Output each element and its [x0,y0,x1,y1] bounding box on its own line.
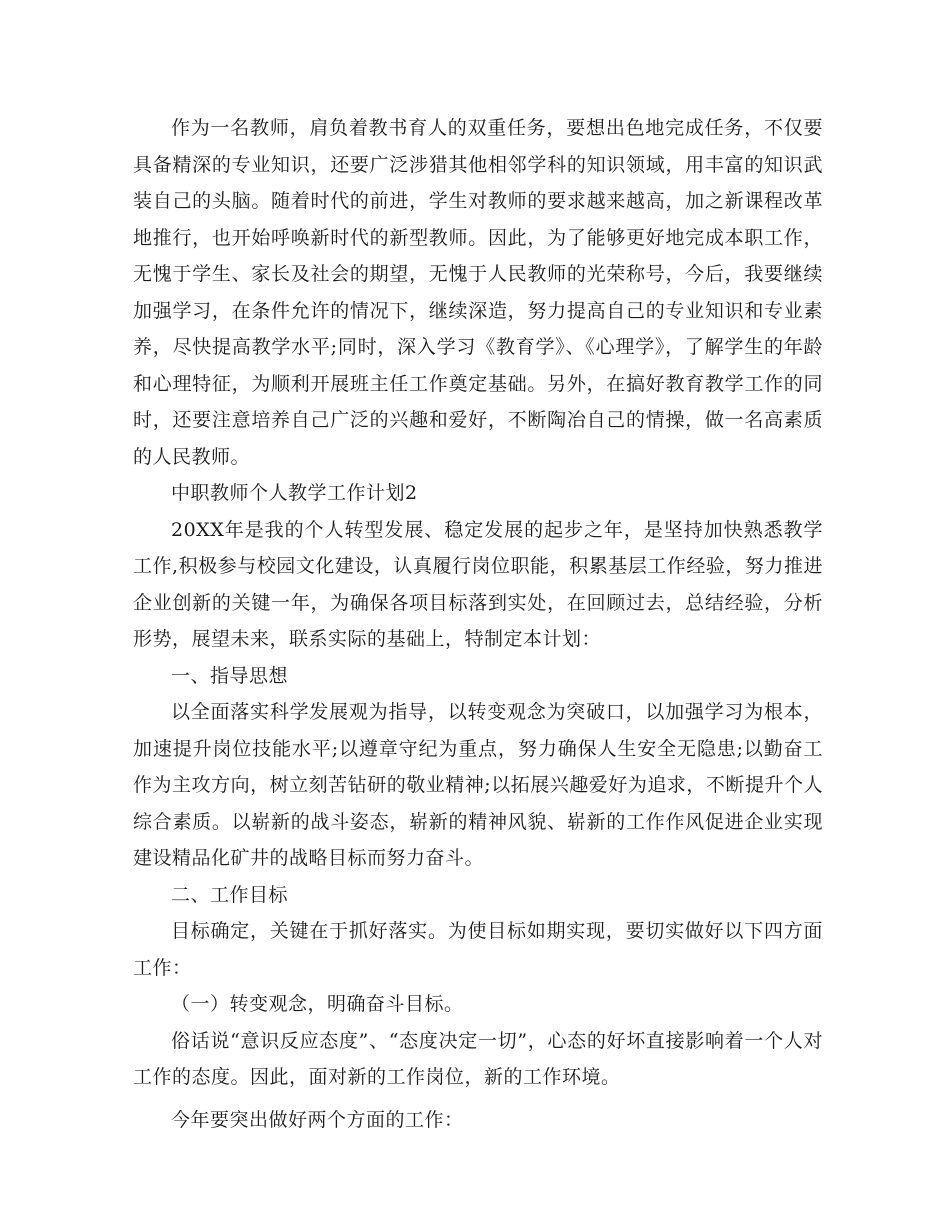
paragraph-guiding-thought: 以全面落实科学发展观为指导，以转变观念为突破口，以加强学习为根本，加速提升岗位技能水平;以遵章守纪为重点，努力确保人生安全无隐患;以勤奋工作为主攻方向，树立刻苦钻研的敬业精神;以拓展兴趣爱好为追求，不断提升个人综合素质。以崭新的战斗姿态，崭新的精神风貌、崭新的工作作风促进企业实现建设精品化矿井的战略目标而努力奋斗。 [133,701,823,869]
paragraph-teacher-duty: 作为一名教师，肩负着教书育人的双重任务，要想出色地完成任务，不仅要具备精深的专业知识，还要广泛涉猎其他相邻学科的知识领域，用丰富的知识武装自己的头脑。随着时代的前进，学生对教师的要求越来越高，加之新课程改革地推行，也开始呼唤新时代的新型教师。因此，为了能够更好地完成本职工作，无愧于学生、家长及社会的期望，无愧于人民教师的光荣称号，今后，我要继续加强学习，在条件允许的情况下，继续深造，努力提高自己的专业知识和专业素养，尽快提高教学水平;同时，深入学习《教育学》、《心理学》，了解学生的年龄和心理特征，为顺利开展班主任工作奠定基础。另外，在搞好教育教学工作的同时，还要注意培养自己广泛的兴趣和爱好，不断陶冶自己的情操，做一名高素质的人民教师。 [133,117,823,468]
heading-work-goals: 二、工作目标 [171,883,289,906]
heading-guiding-thought: 一、指导思想 [171,664,289,687]
paragraph-work-goals: 目标确定，关键在于抓好落实。为使目标如期实现，要切实做好以下四方面工作： [133,920,823,979]
document-body [133,110,823,1138]
section-title-plan-2: 中职教师个人教学工作计划2 [171,482,418,504]
paragraph-two-aspects: 今年要突出做好两个方面的工作： [171,1108,464,1131]
paragraph-year-intro: 20XX年是我的个人转型发展、稳定发展的起步之年，是坚持加快熟悉教学工作,积极参与校园文化建设，认真履行岗位职能，积累基层工作经验，努力推进企业创新的关键一年，为确保各项目标落到实处，在回顾过去，总结经验，分析形势，展望未来，联系实际的基础上，特制定本计划： [133,518,823,650]
subheading-change-mindset: （一）转变观念，明确奋斗目标。 [171,993,464,1015]
paragraph-attitude: 俗话说“意识反应态度”、“态度决定一切”，心态的好坏直接影响着一个人对工作的态度。因此，面对新的工作岗位，新的工作环境。 [133,1029,823,1088]
